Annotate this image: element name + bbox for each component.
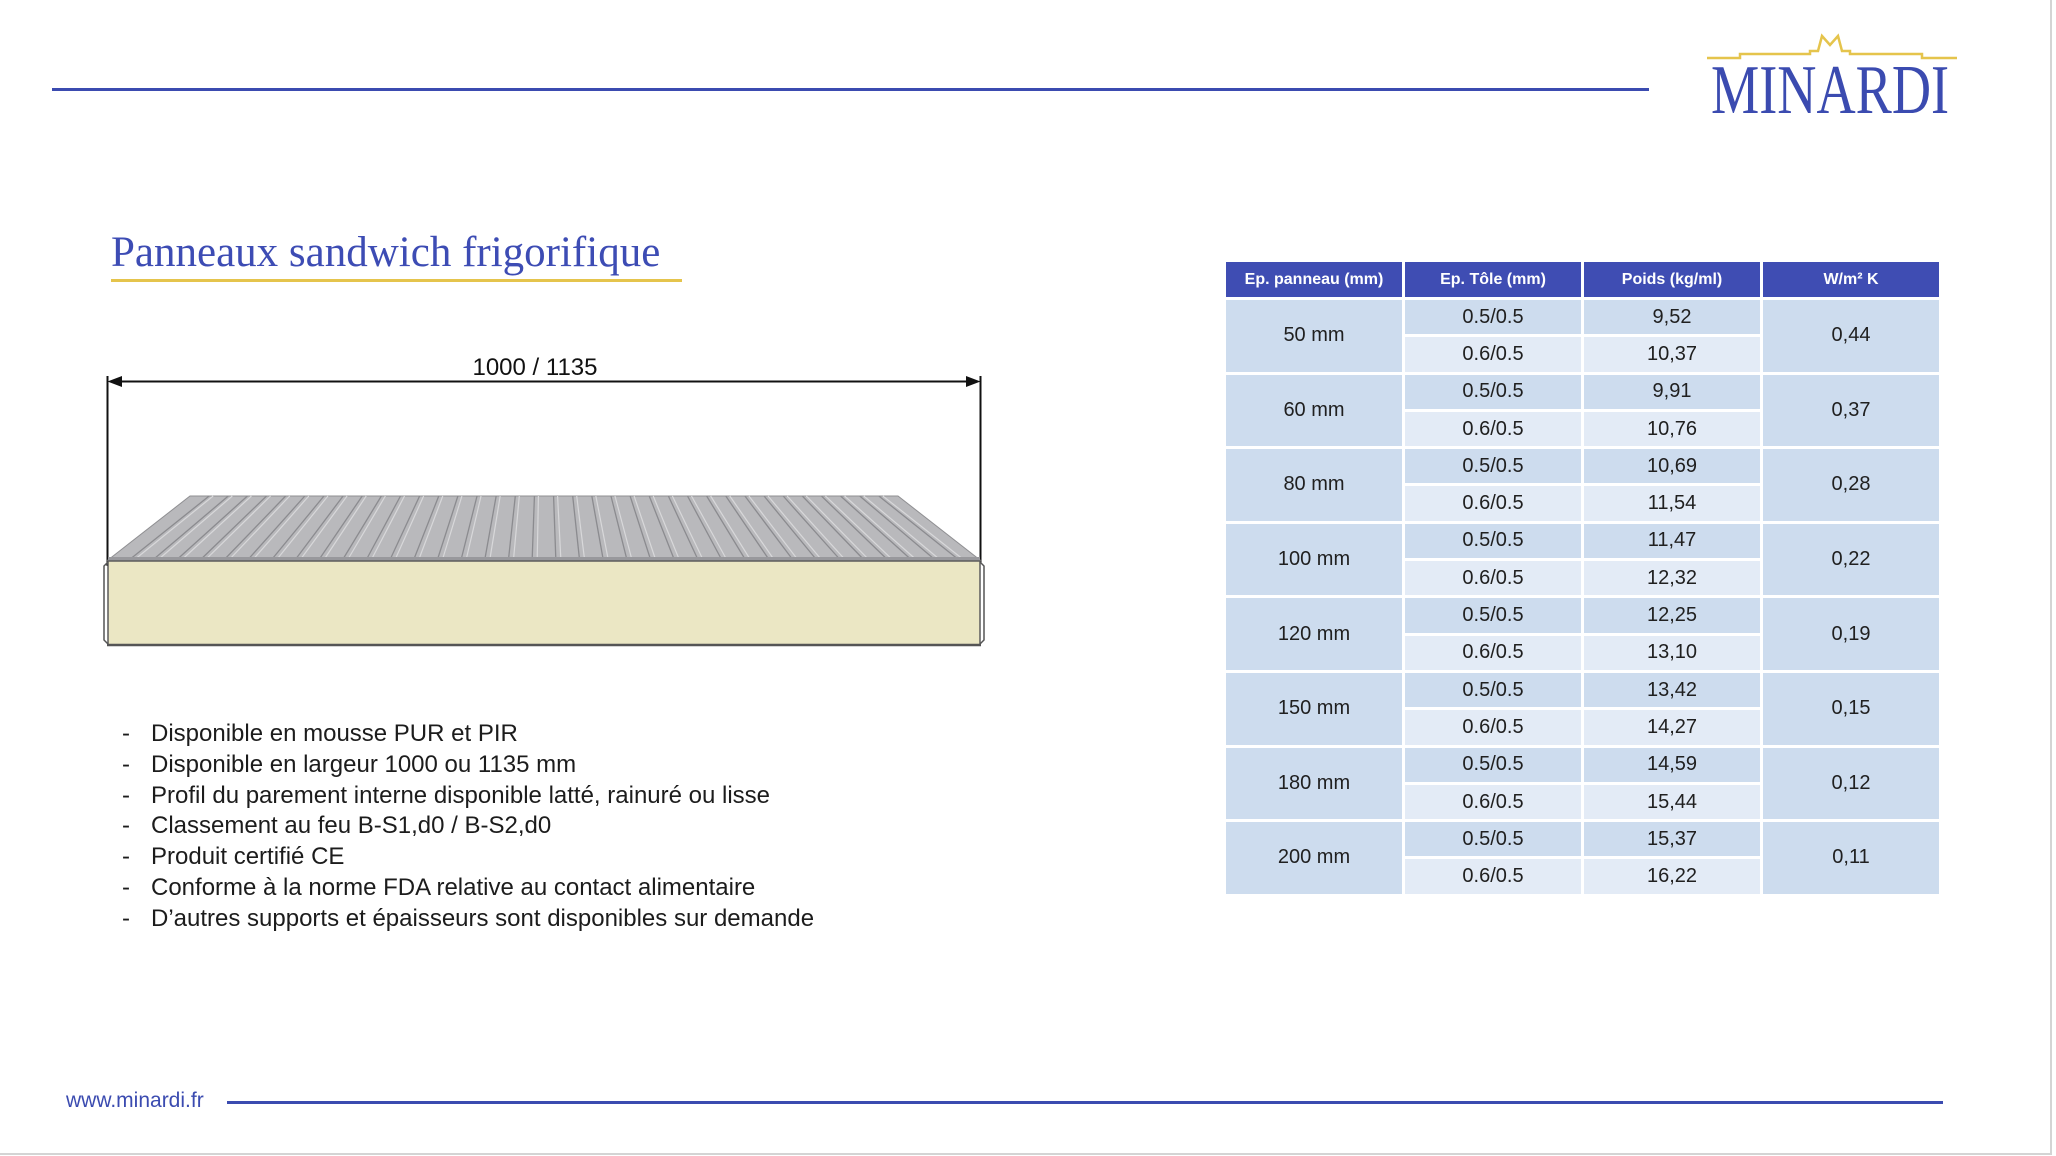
- u-value-cell: 0,15: [1762, 671, 1941, 746]
- bullet-dash: -: [122, 873, 130, 901]
- u-value-cell: 0,22: [1762, 522, 1941, 597]
- left-arrowhead-icon: [108, 376, 123, 387]
- sheet-thickness-cell: 0.6/0.5: [1404, 336, 1583, 373]
- weight-cell: 11,54: [1583, 485, 1762, 522]
- footer-url: www.minardi.fr: [66, 1089, 204, 1112]
- feature-item: [120, 719, 814, 750]
- panel-thickness-cell: 50 mm: [1225, 299, 1404, 374]
- table-row: [1225, 522, 1941, 559]
- table-head: [1225, 261, 1941, 299]
- table-row: [1225, 671, 1941, 708]
- bullet-dash: -: [122, 812, 130, 840]
- weight-cell: 13,10: [1583, 634, 1762, 671]
- panel-thickness-cell: 200 mm: [1225, 821, 1404, 896]
- feature-list: [120, 719, 814, 935]
- header-panel-thickness: Ep. panneau (mm): [1225, 261, 1404, 299]
- weight-cell: 15,44: [1583, 783, 1762, 820]
- weight-cell: 10,76: [1583, 410, 1762, 447]
- feature-item: [120, 811, 814, 842]
- bullet-dash: -: [122, 843, 130, 871]
- feature-item: [120, 750, 814, 781]
- table-row: [1225, 597, 1941, 634]
- sheet-thickness-cell: 0.6/0.5: [1404, 709, 1583, 746]
- panel-drawing: [0, 0, 1100, 700]
- sheet-thickness-cell: 0.5/0.5: [1404, 448, 1583, 485]
- bullet-dash: -: [122, 781, 130, 809]
- panel-thickness-cell: 60 mm: [1225, 373, 1404, 448]
- right-arrowhead-icon: [966, 376, 981, 387]
- weight-cell: 9,52: [1583, 299, 1762, 336]
- sheet-thickness-cell: 0.5/0.5: [1404, 522, 1583, 559]
- u-value-cell: 0,37: [1762, 373, 1941, 448]
- feature-text: Classement au feu B-S1,d0 / B-S2,d0: [151, 812, 552, 840]
- page-title: Panneaux sandwich frigorifique: [111, 229, 661, 276]
- table-row: [1225, 448, 1941, 485]
- sheet-thickness-cell: 0.6/0.5: [1404, 485, 1583, 522]
- sheet-thickness-cell: 0.6/0.5: [1404, 410, 1583, 447]
- panel-thickness-cell: 100 mm: [1225, 522, 1404, 597]
- weight-cell: 16,22: [1583, 858, 1762, 895]
- feature-text: Profil du parement interne disponible latté, rainuré ou lisse: [151, 781, 771, 809]
- panel-thickness-cell: 80 mm: [1225, 448, 1404, 523]
- table-row: [1225, 373, 1941, 410]
- weight-cell: 14,27: [1583, 709, 1762, 746]
- panel-thickness-cell: 180 mm: [1225, 746, 1404, 821]
- feature-text: Disponible en mousse PUR et PIR: [151, 720, 518, 747]
- sheet-thickness-cell: 0.5/0.5: [1404, 299, 1583, 336]
- bullet-dash: -: [122, 750, 130, 778]
- header-sheet-thickness: Ep. Tôle (mm): [1404, 261, 1583, 299]
- table-header-row: [1225, 261, 1941, 299]
- sheet-thickness-cell: 0.5/0.5: [1404, 373, 1583, 410]
- table-body: [1225, 299, 1941, 896]
- sheet-thickness-cell: 0.5/0.5: [1404, 821, 1583, 858]
- u-value-cell: 0,11: [1762, 821, 1941, 896]
- feature-item: [120, 781, 814, 812]
- table-row: [1225, 821, 1941, 858]
- sheet-thickness-cell: 0.5/0.5: [1404, 597, 1583, 634]
- table-row: [1225, 746, 1941, 783]
- bullet-dash: -: [122, 904, 130, 932]
- sheet-thickness-cell: 0.5/0.5: [1404, 671, 1583, 708]
- u-value-cell: 0,12: [1762, 746, 1941, 821]
- feature-text: Disponible en largeur 1000 ou 1135 mm: [151, 750, 577, 778]
- bullet-dash: -: [122, 720, 130, 747]
- panel-thickness-cell: 120 mm: [1225, 597, 1404, 672]
- u-value-cell: 0,28: [1762, 448, 1941, 523]
- footer-rule: [227, 1101, 1943, 1104]
- feature-item: [120, 904, 814, 935]
- table-row: [1225, 299, 1941, 336]
- sheet-thickness-cell: 0.6/0.5: [1404, 634, 1583, 671]
- weight-cell: 14,59: [1583, 746, 1762, 783]
- header-weight: Poids (kg/ml): [1583, 261, 1762, 299]
- u-value-cell: 0,44: [1762, 299, 1941, 374]
- weight-cell: 10,69: [1583, 448, 1762, 485]
- spec-table: [1223, 259, 1942, 897]
- brand-wordmark: MINARDI: [1711, 52, 1950, 129]
- feature-item: [120, 842, 814, 873]
- sheet-thickness-cell: 0.5/0.5: [1404, 746, 1583, 783]
- weight-cell: 9,91: [1583, 373, 1762, 410]
- header-u-value: W/m² K: [1762, 261, 1941, 299]
- weight-cell: 13,42: [1583, 671, 1762, 708]
- sheet-thickness-cell: 0.6/0.5: [1404, 783, 1583, 820]
- insulation-foam: [108, 561, 980, 645]
- weight-cell: 15,37: [1583, 821, 1762, 858]
- feature-text: Produit certifié CE: [151, 843, 345, 871]
- feature-item: [120, 873, 814, 904]
- sheet-thickness-cell: 0.6/0.5: [1404, 560, 1583, 597]
- weight-cell: 11,47: [1583, 522, 1762, 559]
- panel-thickness-cell: 150 mm: [1225, 671, 1404, 746]
- width-dimension-label: 1000 / 1135: [472, 354, 598, 381]
- feature-text: D’autres supports et épaisseurs sont disponibles sur demande: [151, 904, 815, 932]
- weight-cell: 12,25: [1583, 597, 1762, 634]
- weight-cell: 12,32: [1583, 560, 1762, 597]
- feature-text: Conforme à la norme FDA relative au contact alimentaire: [151, 873, 756, 901]
- sheet-thickness-cell: 0.6/0.5: [1404, 858, 1583, 895]
- sandwich-panel: [104, 496, 984, 645]
- weight-cell: 10,37: [1583, 336, 1762, 373]
- u-value-cell: 0,19: [1762, 597, 1941, 672]
